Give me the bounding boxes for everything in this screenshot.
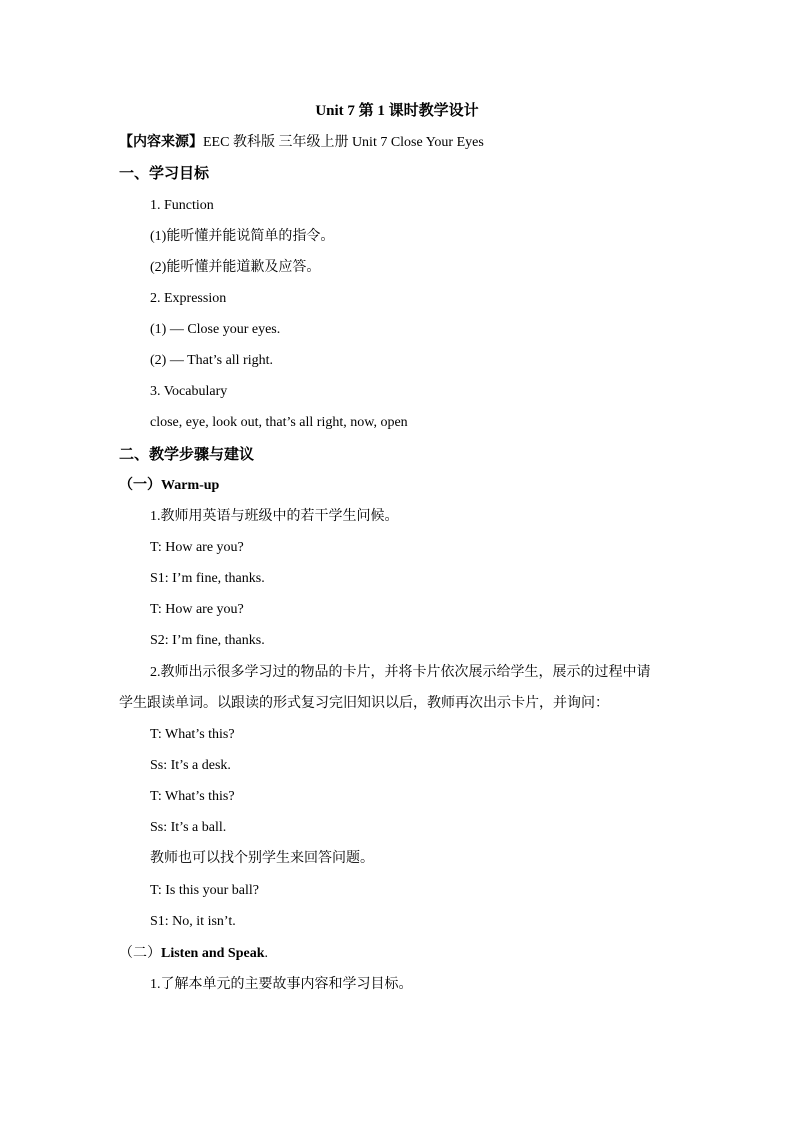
subheading-warmup: （一）Warm-up xyxy=(119,478,220,493)
subheading-listen-speak xyxy=(119,945,268,963)
dialogue-line: T: How are you? xyxy=(150,540,244,555)
content-source-text: EEC 教科版 三年级上册 Unit 7 Close Your Eyes xyxy=(203,135,484,150)
subheading-prefix: （二） xyxy=(119,946,161,961)
step-line: 1.了解本单元的主要故事内容和学习目标。 xyxy=(150,977,413,992)
dialogue-line: S1: I’m fine, thanks. xyxy=(150,571,265,586)
subheading-suffix: . xyxy=(264,946,268,961)
dialogue-line: S2: I’m fine, thanks. xyxy=(150,633,265,648)
objective-line: 1. Function xyxy=(150,198,214,213)
objective-line: 3. Vocabulary xyxy=(150,384,228,399)
content-source-line xyxy=(119,134,484,152)
section-heading-steps: 二、教学步骤与建议 xyxy=(119,447,255,463)
subheading-title: Listen and Speak xyxy=(161,946,265,961)
dialogue-line: T: Is this your ball? xyxy=(150,883,259,898)
dialogue-line: Ss: It’s a desk. xyxy=(150,758,231,773)
paragraph-first-line: 2.教师出示很多学习过的物品的卡片，并将卡片依次展示给学生，展示的过程中请 xyxy=(150,665,651,680)
vocabulary-list: close, eye, look out, that’s all right, now, open xyxy=(150,415,408,430)
section-heading-objectives: 一、学习目标 xyxy=(119,166,210,182)
dialogue-line: S1: No, it isn’t. xyxy=(150,914,236,929)
objective-line: (2) — That’s all right. xyxy=(150,353,273,368)
dialogue-line: Ss: It’s a ball. xyxy=(150,820,227,835)
dialogue-line: T: What’s this? xyxy=(150,727,235,742)
objective-line: (2)能听懂并能道歉及应答。 xyxy=(150,260,321,275)
dialogue-line: T: What’s this? xyxy=(150,789,235,804)
step-line: 教师也可以找个别学生来回答问题。 xyxy=(150,851,374,866)
objective-line: (1)能听懂并能说简单的指令。 xyxy=(150,229,335,244)
dialogue-line: T: How are you? xyxy=(150,602,244,617)
page-title: Unit 7 第 1 课时教学设计 xyxy=(315,103,479,119)
step-line: 1.教师用英语与班级中的若干学生问候。 xyxy=(150,509,399,524)
objective-line: 2. Expression xyxy=(150,291,227,306)
paragraph-continued-line: 学生跟读单词。以跟读的形式复习完旧知识以后，教师再次出示卡片，并询问： xyxy=(119,696,609,711)
content-source-label: 【内容来源】 xyxy=(119,135,203,150)
objective-line: (1) — Close your eyes. xyxy=(150,322,281,337)
